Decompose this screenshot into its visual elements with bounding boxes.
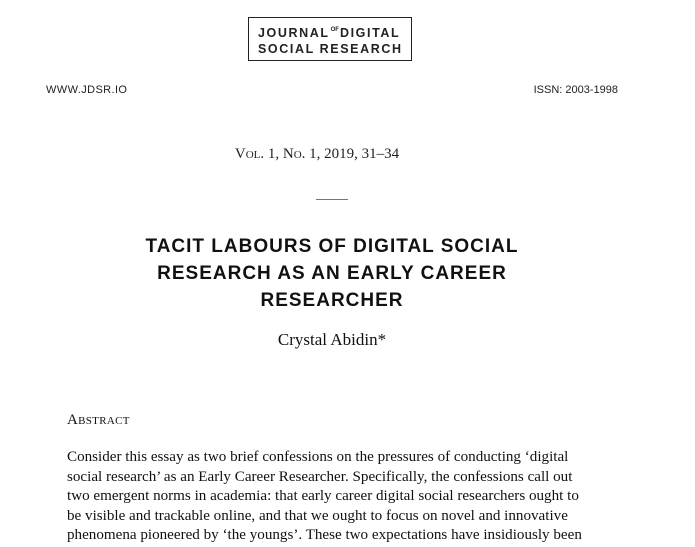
article-title bbox=[0, 233, 664, 314]
logo-line-1: $JOURNAL^{OF}DIGITAL$ bbox=[258, 26, 401, 40]
abstract-line: social research’ as an Early Career Researcher. Specifically, the confessions call out bbox=[67, 468, 573, 485]
abstract-line: phenomena pioneered by ‘the youngs’. These two expectations have insidiously been bbox=[67, 527, 582, 543]
journal-logo bbox=[248, 17, 412, 61]
journal-issn: ISSN: 2003-1998 bbox=[533, 84, 618, 96]
title-line: TACIT LABOURS OF DIGITAL SOCIAL bbox=[145, 236, 519, 257]
abstract-line: be visible and trackable online, and that we ought to focus on novel and innovative bbox=[67, 507, 568, 524]
author-name: Crystal Abidin* bbox=[277, 330, 387, 349]
logo-line-2: SOCIAL RESEARCH bbox=[258, 42, 403, 56]
title-line: RESEARCH AS AN EARLY CAREER bbox=[157, 263, 507, 284]
journal-website[interactable]: WWW.JDSR.IO bbox=[46, 84, 128, 96]
abstract-heading: Abstract bbox=[67, 412, 130, 428]
abstract-line: two emergent norms in academia: that early career digital social researchers ought to bbox=[67, 488, 579, 504]
volume-info: Vol. 1, No. 1, 2019, 31–34 bbox=[234, 146, 400, 162]
title-line: RESEARCHER bbox=[260, 290, 404, 311]
abstract-line: Consider this essay as two brief confessions on the pressures of conducting ‘digital bbox=[67, 449, 569, 465]
logo-superscript: OF bbox=[330, 27, 339, 33]
divider bbox=[316, 199, 348, 200]
abstract-text bbox=[67, 448, 607, 546]
